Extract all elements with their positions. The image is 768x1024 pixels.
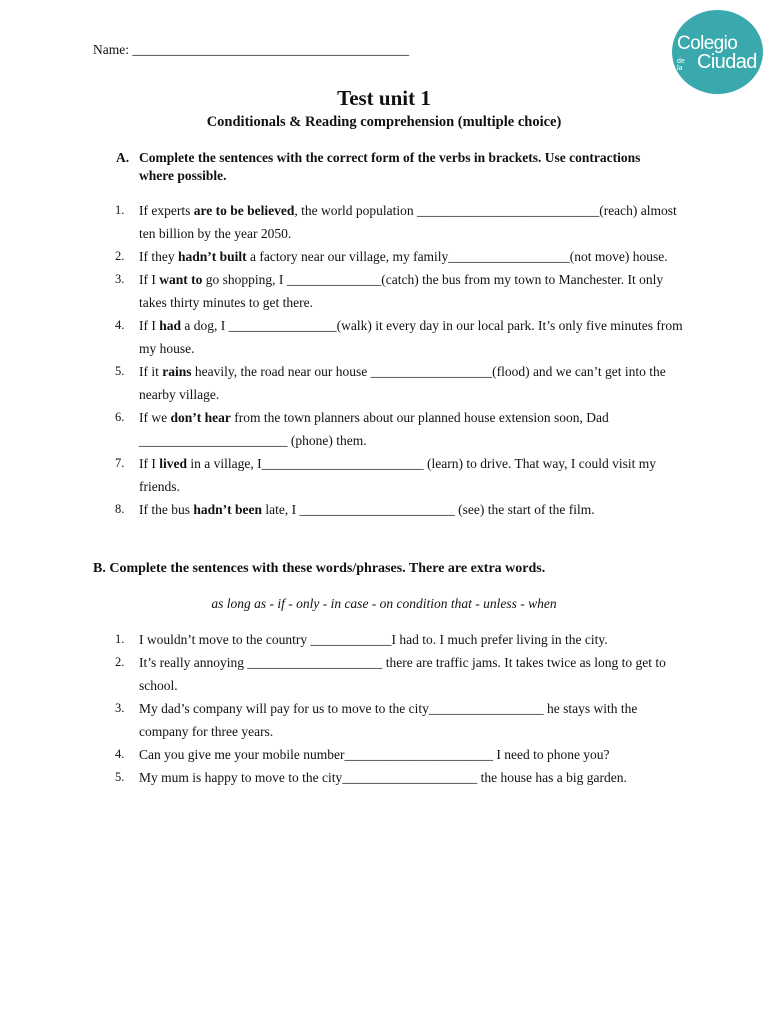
list-item	[110, 245, 690, 268]
item-text-pre: If it	[139, 364, 163, 379]
item-text-bold: had	[159, 318, 182, 333]
item-text: My dad’s company will pay for us to move to the city_________________ he stays with the company for three years.	[139, 701, 638, 739]
item-number: 5.	[115, 770, 125, 784]
list-item	[110, 697, 690, 743]
list-item	[110, 628, 690, 651]
item-text-bold: hadn’t built	[177, 249, 247, 264]
item-number: 5.	[115, 364, 125, 378]
name-line[interactable]: _________________________________________	[132, 42, 410, 57]
name-field[interactable]	[93, 42, 409, 58]
logo-word-de-la	[677, 58, 685, 72]
item-number: 4.	[115, 318, 125, 332]
list-item	[110, 199, 690, 245]
list-item	[110, 743, 690, 766]
list-item	[110, 452, 690, 498]
item-text-pre: If we	[139, 410, 171, 425]
item-number: 6.	[115, 410, 125, 424]
logo-word-colegio: Colegio	[677, 33, 738, 54]
page-subtitle: Conditionals & Reading comprehension (multiple choice)	[206, 114, 562, 130]
section-a-letter: A.	[116, 150, 130, 165]
item-text-pre: If I	[139, 318, 160, 333]
item-text-bold: are to be believed	[193, 203, 295, 218]
word-bank: as long as - if - only - in case - on condition that - unless - when	[211, 596, 557, 611]
list-item	[110, 651, 690, 697]
item-text: My mum is happy to move to the city____________________ the house has a big garden.	[139, 770, 627, 785]
item-number: 2.	[115, 655, 125, 669]
section-b-list	[110, 628, 690, 789]
item-text-pre: If the bus	[139, 502, 194, 517]
item-text-post: a factory near our village, my family__________________(not move) house.	[246, 249, 668, 264]
section-a-instruction-text: Complete the sentences with the correct form of the verbs in brackets. Use contractions where possible.	[139, 150, 641, 183]
logo-word-de: de	[677, 58, 685, 65]
name-label: Name:	[93, 42, 129, 57]
list-item	[110, 766, 690, 789]
item-text-pre: If they	[139, 249, 178, 264]
item-number: 1.	[115, 632, 125, 646]
item-number: 3.	[115, 272, 125, 286]
item-number: 1.	[115, 203, 125, 217]
school-logo	[672, 10, 763, 94]
list-item	[110, 314, 690, 360]
list-item	[110, 406, 690, 452]
item-text: I wouldn’t move to the country ____________I had to. I much prefer living in the city.	[139, 632, 608, 647]
list-item	[110, 268, 690, 314]
item-text-post: late, I _______________________ (see) the start of the film.	[262, 502, 595, 517]
item-text-pre: If I	[139, 456, 160, 471]
item-text-post: heavily, the road near our house __________________(flood) and we can’t get into the nearby village.	[139, 364, 666, 402]
item-text-bold: rains	[162, 364, 192, 379]
item-text-pre: If I	[139, 272, 160, 287]
item-text-post: a dog, I ________________(walk) it every day in our local park. It’s only five minutes from my house.	[139, 318, 683, 356]
item-number: 8.	[115, 502, 125, 516]
item-number: 3.	[115, 701, 125, 715]
item-text-post: , the world population ___________________________(reach) almost ten billion by the year 2050.	[139, 203, 677, 241]
item-text-post: from the town planners about our planned house extension soon, Dad ______________________ (phone) them.	[139, 410, 609, 448]
section-b-instruction: B. Complete the sentences with these words/phrases. There are extra words.	[93, 561, 546, 576]
item-text-pre: If experts	[139, 203, 194, 218]
item-number: 4.	[115, 747, 125, 761]
list-item	[110, 498, 690, 521]
list-item	[110, 360, 690, 406]
item-number: 2.	[115, 249, 125, 263]
item-text-bold: hadn’t been	[193, 502, 263, 517]
item-text-post: go shopping, I ______________(catch) the bus from my town to Manchester. It only takes thirty minutes to get there.	[139, 272, 664, 310]
logo-word-ciudad: Ciudad	[697, 51, 757, 73]
logo-word-la: la	[677, 65, 683, 72]
page-title: Test unit 1	[337, 86, 431, 110]
item-text-bold: lived	[159, 456, 188, 471]
item-number: 7.	[115, 456, 125, 470]
item-text-bold: want to	[159, 272, 203, 287]
item-text-post: in a village, I________________________ (learn) to drive. That way, I could visit my friends.	[139, 456, 657, 494]
item-text: Can you give me your mobile number______________________ I need to phone you?	[139, 747, 610, 762]
item-text: It’s really annoying ____________________ there are traffic jams. It takes twice as long to get to school.	[139, 655, 666, 693]
section-a-list	[110, 199, 690, 521]
item-text-bold: don’t hear	[170, 410, 231, 425]
